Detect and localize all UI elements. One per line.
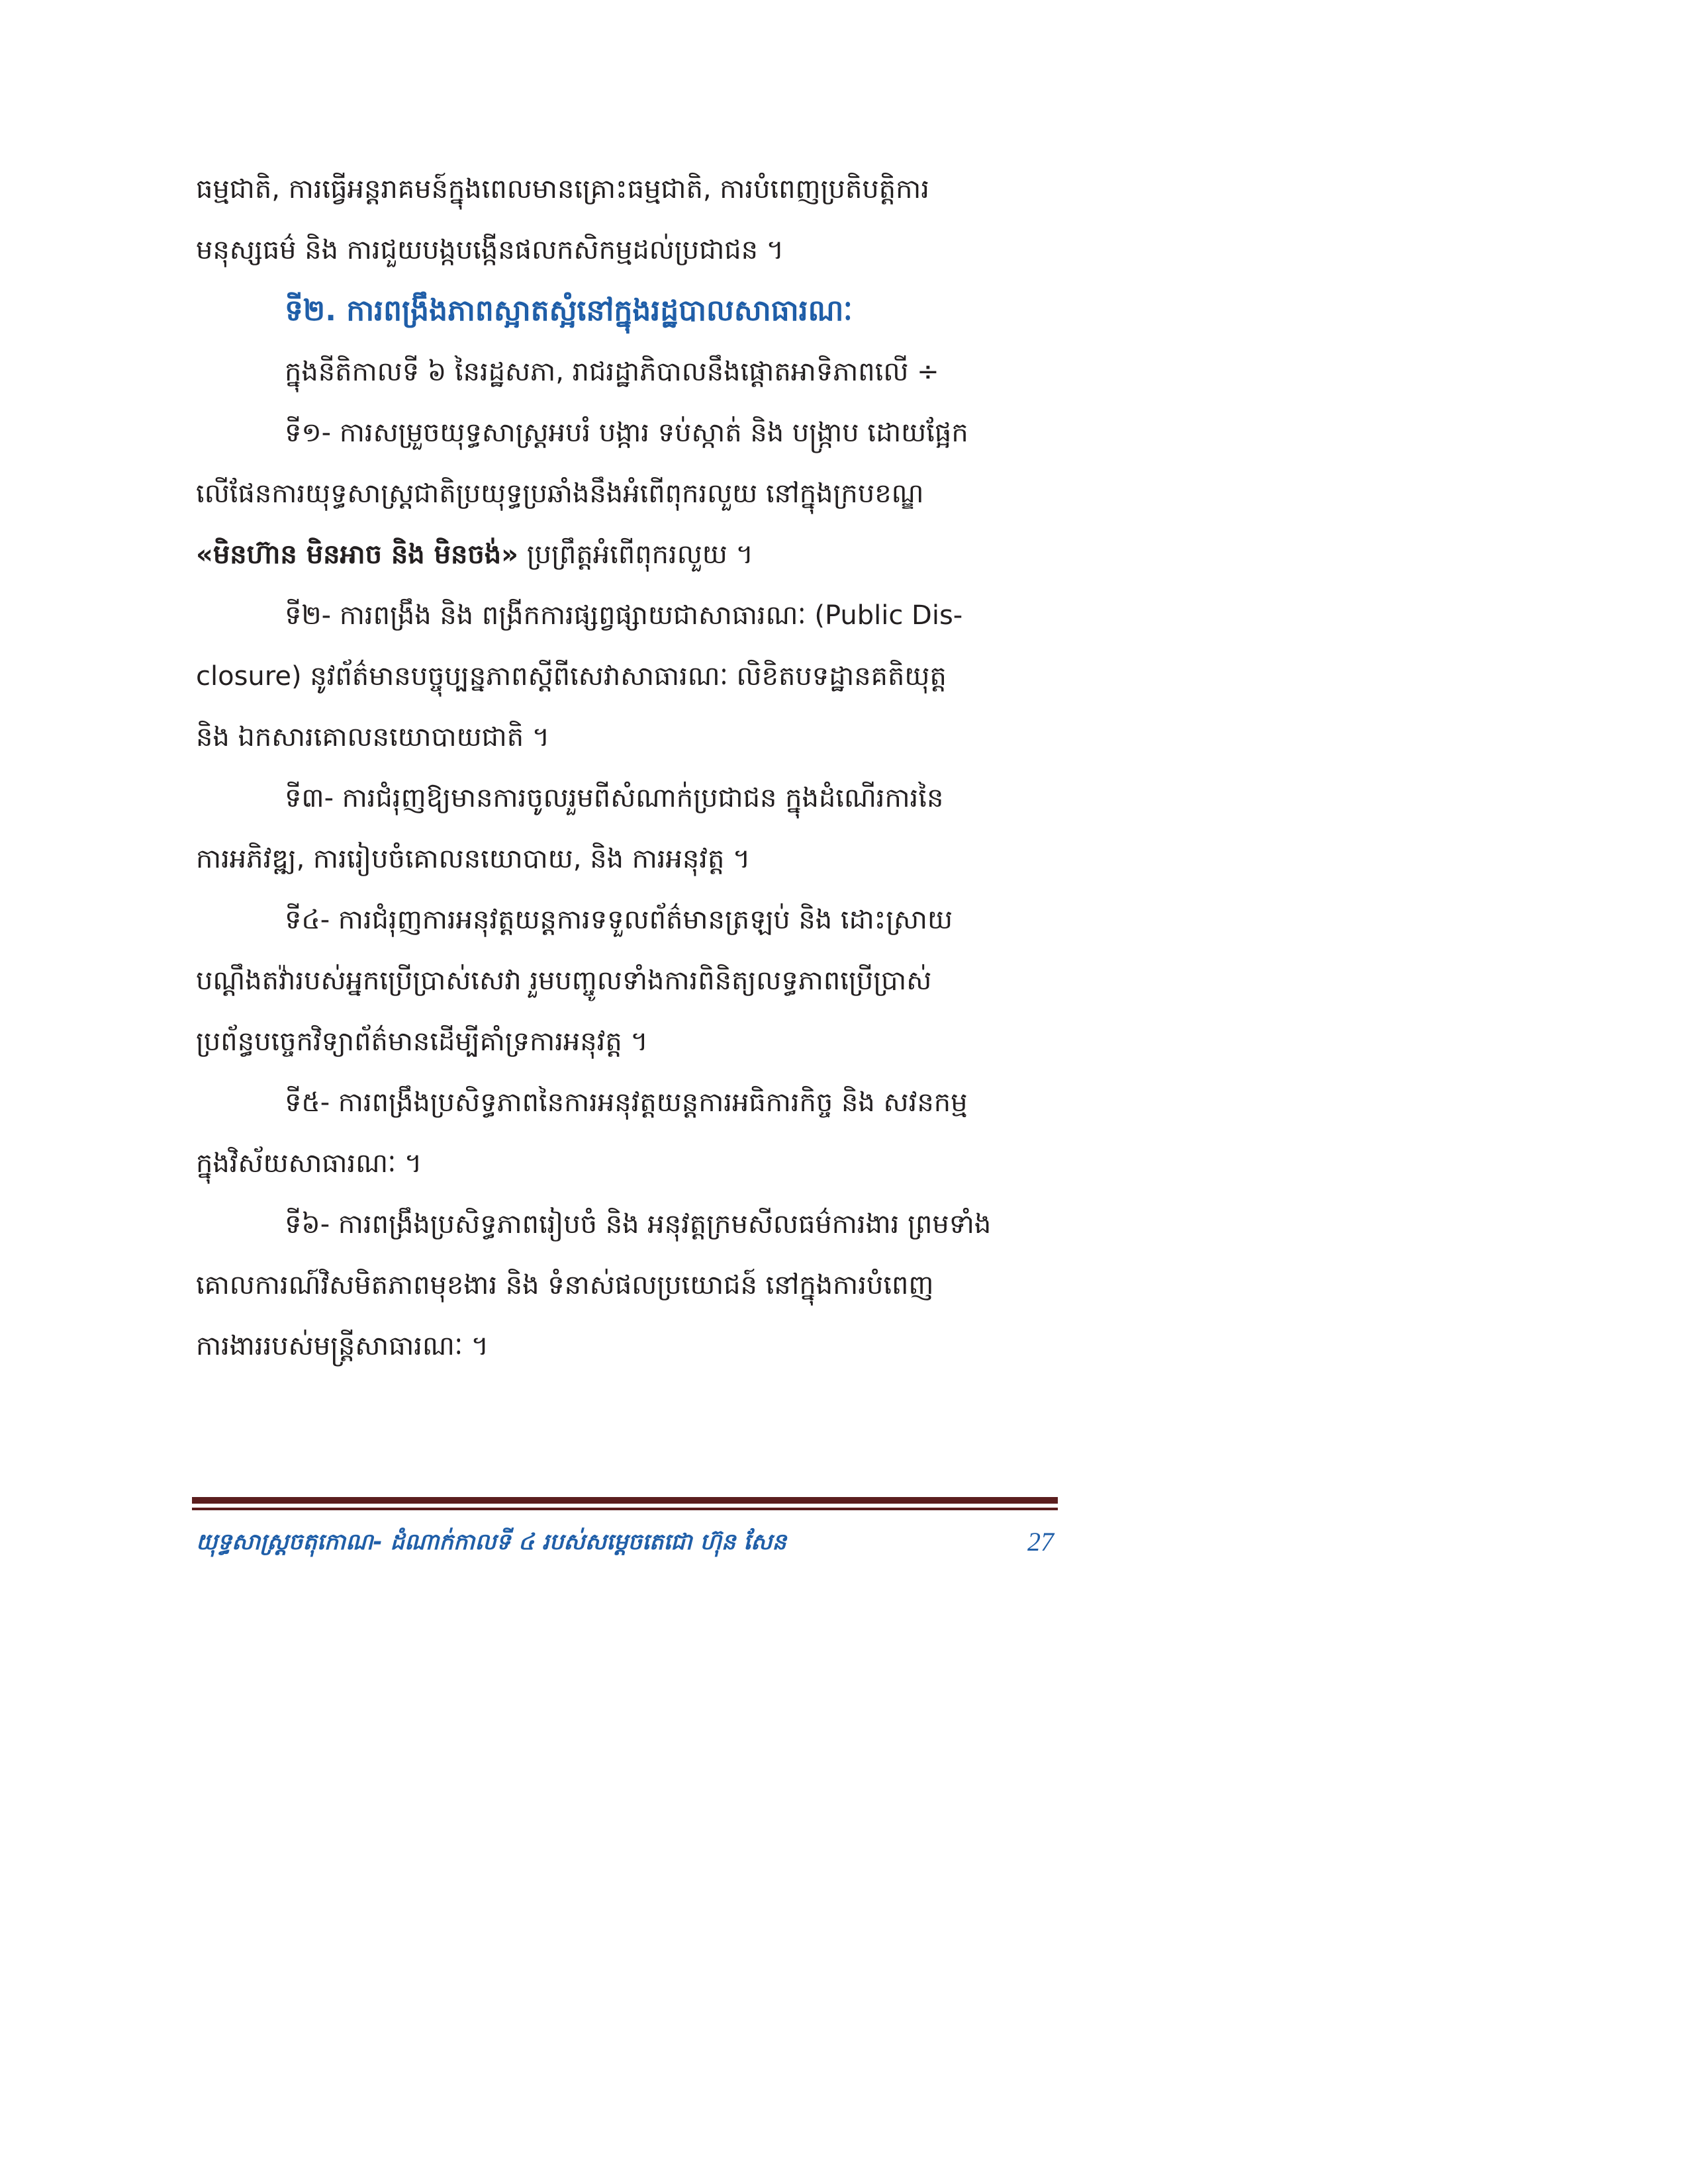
item-4-line-2: បណ្តឹងតវ៉ារបស់អ្នកប្រើប្រាស់សេវា រួមបញ្ចូលទាំងការពិនិត្យលទ្ធភាពប្រើប្រាស់	[196, 966, 932, 996]
document-body	[196, 159, 1056, 1377]
item-1-line-2: លើផែនការយុទ្ធសាស្ត្រជាតិប្រយុទ្ធប្រឆាំងនឹងអំពើពុករលួយ នៅក្នុងក្របខណ្ឌ	[196, 478, 924, 509]
item-4-line-3: ប្រព័ន្ធបច្ចេកវិទ្យាព័ត៌មានដើម្បីគាំទ្រការអនុវត្ត ។	[196, 1026, 648, 1057]
paragraph-line-intro: ក្នុងនីតិកាលទី ៦ នៃរដ្ឋសភា, រាជរដ្ឋាភិបាលនឹងផ្តោតអាទិភាពលើ ÷	[285, 357, 939, 387]
item-5-line-2: ក្នុងវិស័យសាធារណៈ ។	[196, 1148, 422, 1179]
page-number: 27	[1027, 1527, 1054, 1557]
item-6-line-3: ការងាររបស់មន្ត្រីសាធារណៈ ។	[196, 1331, 489, 1361]
item-6-line-2: គោលការណ៍វិសមិតភាពមុខងារ និង ទំនាស់ផលប្រយោជន៍ នៅក្នុងការបំពេញ	[196, 1270, 934, 1300]
item-2-line-1: ទី២- ការពង្រឹង និង ពង្រីកការផ្សព្វផ្សាយជាសាធារណៈ (Public Dis-	[285, 600, 963, 631]
slogan-bold: «មិនហ៊ាន មិនអាច និង មិនចង់»	[196, 539, 519, 570]
item-1-line-1: ទី១- ការសម្រួចយុទ្ធសាស្ត្រអបរំ បង្ការ ទប់ស្កាត់ និង បង្ក្រាប ដោយផ្អែក	[285, 418, 968, 448]
item-6-line-1: ទី៦- ការពង្រឹងប្រសិទ្ធភាពរៀបចំ និង អនុវត្តក្រមសីលធម៌ការងារ ព្រមទាំង	[285, 1209, 992, 1240]
footer-rule-thin	[192, 1508, 1058, 1510]
item-1-line-3	[196, 524, 1056, 585]
paragraph-line-1: ធម្មជាតិ, ការធ្វើអន្តរាគមន៍ក្នុងពេលមានគ្រោះធម្មជាតិ, ការបំពេញប្រតិបត្តិការ	[196, 174, 929, 205]
item-4-line-1: ទី៤- ការជំរុញការអនុវត្តយន្តការទទួលព័ត៌មានត្រឡប់ និង ដោះស្រាយ	[285, 905, 953, 935]
footer-rule-thick	[192, 1497, 1058, 1504]
page-footer	[196, 1522, 1054, 1562]
item-5-line-1: ទី៥- ការពង្រឹងប្រសិទ្ធភាពនៃការអនុវត្តយន្តការអធិការកិច្ច និង សវនកម្ម	[285, 1087, 968, 1118]
item-1-line-3-text: ប្រព្រឹត្តអំពើពុករលួយ ។	[526, 539, 753, 570]
section-heading: ទី២. ការពង្រឹងភាពស្អាតស្អំនៅក្នុងរដ្ឋបាលសាធារណៈ	[285, 294, 853, 328]
paragraph-line-2: មនុស្សធម៌ និង ការជួយបង្កបង្កើនផលកសិកម្មដល់ប្រជាជន ។	[196, 235, 784, 265]
item-3-line-1: ទី៣- ការជំរុញឱ្យមានការចូលរួមពីសំណាក់ប្រជាជន ក្នុងដំណើរការនៃ	[285, 783, 944, 813]
item-3-line-2: ការអភិវឌ្ឍ, ការរៀបចំគោលនយោបាយ, និង ការអនុវត្ត ។	[196, 844, 751, 874]
item-2-line-3: និង ឯកសារគោលនយោបាយជាតិ ។	[196, 722, 550, 752]
footer-title: យុទ្ធសាស្ត្រចតុកោណ- ដំណាក់កាលទី ៤ របស់សម្តេចតេជោ ហ៊ុន សែន	[196, 1529, 786, 1555]
item-2-line-2: closure) នូវព័ត៌មានបច្ចុប្បន្នភាពស្តីពីសេវាសាធារណៈ លិខិតបទដ្ឋានគតិយុត្ត	[196, 661, 947, 692]
